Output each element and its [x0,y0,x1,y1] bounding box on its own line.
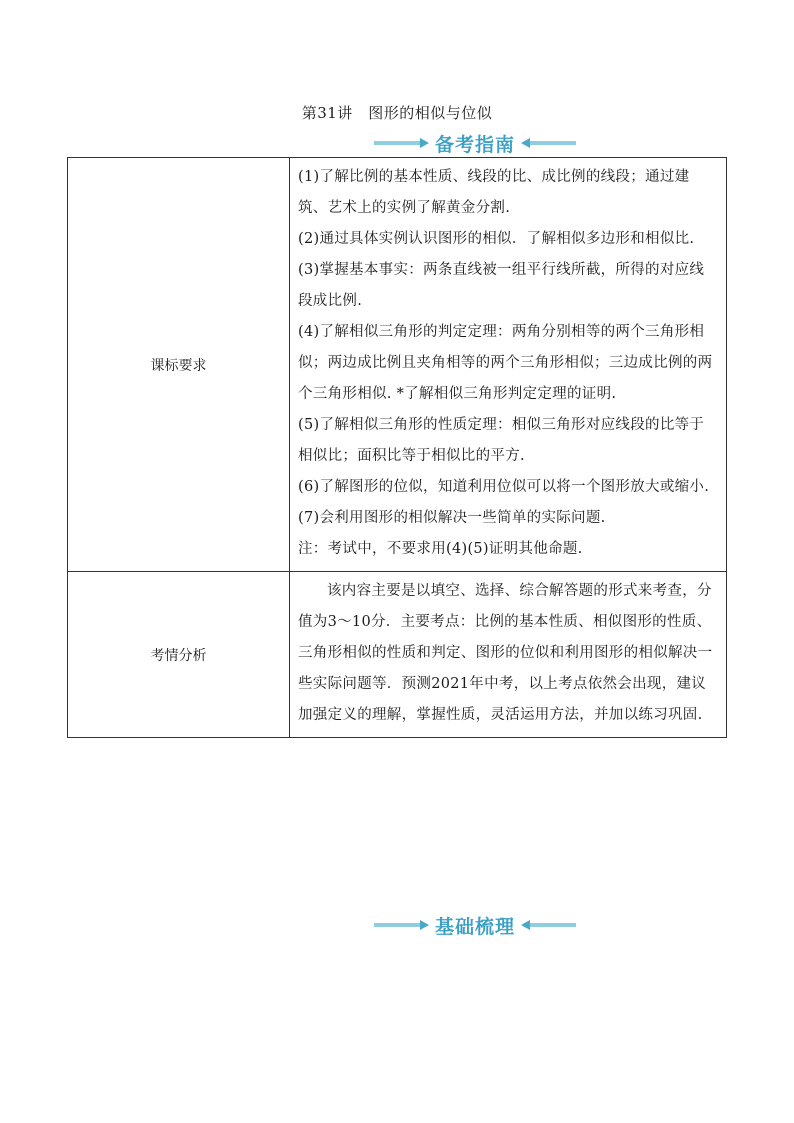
triangle-right-icon [420,138,429,148]
requirement-item: (5)了解相似三角形的性质定理：相似三角形对应线段的比等于相似比；面积比等于相似比的平方. [298,417,705,464]
banner-title: 备考指南 [434,133,515,156]
triangle-right-icon [420,920,429,930]
section-banner-guide [372,130,578,156]
requirement-item: (7)会利用图形的相似解决一些简单的实际问题. [298,510,606,526]
banner-decoration [374,141,420,145]
banner-decoration [530,923,576,927]
table-row-analysis [68,572,727,738]
triangle-left-icon [521,920,530,930]
requirement-item: (3)掌握基本事实：两条直线被一组平行线所截，所得的对应线段成比例. [298,262,705,309]
table-row-requirements [68,158,727,572]
section-banner-basics [372,912,578,938]
analysis-text: 该内容主要是以填空、选择、综合解答题的形式来考查，分值为3～10分．主要考点：比例的基本性质、相似图形的性质、三角形相似的性质和判定、图形的位似和利用图形的相似解决一些实际问题等．预测2021年中考，以上考点依然会出现，建议加强定义的理解，掌握性质，灵活运用方法，并加以练习巩固. [298,583,713,723]
triangle-left-icon [521,138,530,148]
syllabus-table [67,157,727,738]
requirement-item: (4)了解相似三角形的判定定理：两角分别相等的两个三角形相似；两边成比例且夹角相等的两个三角形相似；三边成比例的两个三角形相似. *了解相似三角形判定定理的证明. [298,324,713,402]
requirement-item: (6)了解图形的位似，知道利用位似可以将一个图形放大或缩小. [298,479,710,495]
banner-decoration [374,923,420,927]
requirement-item: (1)了解比例的基本性质、线段的比、成比例的线段；通过建筑、艺术上的实例了解黄金分割. [298,169,690,216]
banner-title: 基础梳理 [434,915,515,938]
analysis-content [290,572,727,738]
requirements-content [290,158,727,572]
banner-decoration [530,141,576,145]
analysis-label: 考情分析 [68,572,290,738]
requirements-label: 课标要求 [68,158,290,572]
lesson-title: 第31讲 图形的相似与位似 [301,104,493,122]
requirement-item: (2)通过具体实例认识图形的相似．了解相似多边形和相似比. [298,231,695,247]
requirement-note: 注：考试中，不要求用(4)(5)证明其他命题. [298,541,583,557]
